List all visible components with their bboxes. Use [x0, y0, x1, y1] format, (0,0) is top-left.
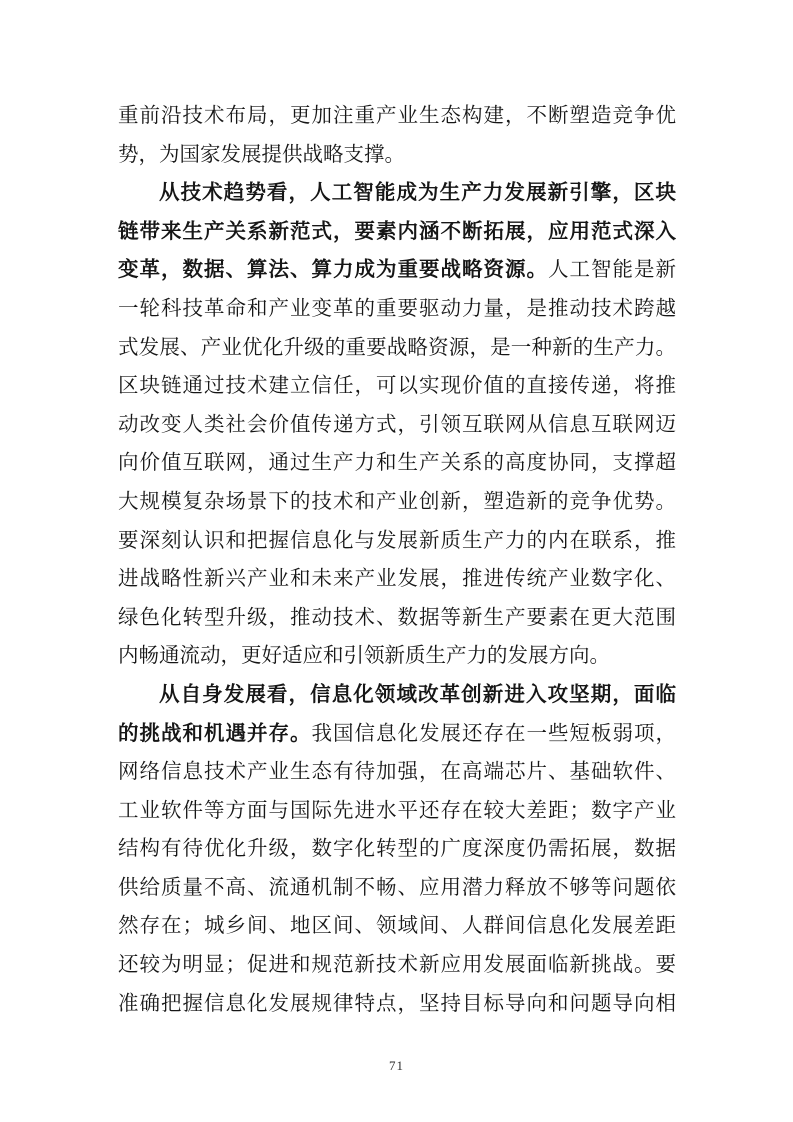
text-segment: 大规模复杂场景下的技术和产业创新，塑造新的竞争优势。: [118, 490, 676, 513]
text-segment: 供给质量不高、流通机制不畅、应用潜力释放不够等问题依: [118, 876, 676, 899]
text-segment: 还较为明显；促进和规范新技术新应用发展面临新挑战。要: [118, 954, 676, 977]
text-segment: 势，为国家发展提供战略支撑。: [118, 143, 405, 166]
text-segment: 工业软件等方面与国际先进水平还存在较大差距；数字产业: [118, 799, 676, 822]
text-line: [118, 560, 676, 599]
text-segment: 人工智能是新: [548, 259, 676, 282]
bold-text-segment: 从自身发展看，信息化领域改革创新进入攻坚期，面临: [159, 683, 676, 706]
text-segment: 重前沿技术布局，更加注重产业生态构建，不断塑造竞争优: [118, 105, 676, 127]
text-segment: 进战略性新兴产业和未来产业发展，推进传统产业数字化、: [118, 568, 676, 591]
text-line: [118, 251, 676, 290]
bold-text-segment: 的挑战和机遇并存。: [118, 722, 312, 745]
text-line: [118, 753, 676, 792]
text-line: [118, 367, 676, 406]
text-line: [118, 136, 676, 175]
text-segment: 然存在；城乡间、地区间、领域间、人群间信息化发展差距: [118, 915, 676, 938]
text-line: [118, 946, 676, 985]
text-segment: 内畅通流动，更好适应和引领新质生产力的发展方向。: [118, 645, 610, 668]
text-segment: 网络信息技术产业生态有待加强，在高端芯片、基础软件、: [118, 761, 676, 784]
text-segment: 我国信息化发展还存在一些短板弱项，: [311, 722, 676, 745]
text-segment: 绿色化转型升级，推动技术、数据等新生产要素在更大范围: [118, 606, 676, 629]
document-body-text: [118, 97, 676, 1023]
text-segment: 式发展、产业优化升级的重要战略资源，是一种新的生产力。: [118, 336, 676, 359]
text-line: [118, 522, 676, 561]
text-segment: 一轮科技革命和产业变革的重要驱动力量，是推动技术跨越: [118, 297, 676, 320]
text-segment: 结构有待优化升级，数字化转型的广度深度仍需拓展，数据: [118, 838, 676, 861]
bold-text-segment: 从技术趋势看，人工智能成为生产力发展新引擎，区块: [159, 182, 676, 205]
text-line: [118, 406, 676, 445]
bold-text-segment: 变革，数据、算法、算力成为重要战略资源。: [118, 259, 548, 282]
text-line: [118, 174, 676, 213]
text-line: [118, 483, 676, 522]
text-line: [118, 792, 676, 831]
text-line: [118, 715, 676, 754]
text-segment: 要深刻认识和把握信息化与发展新质生产力的内在联系，推: [118, 529, 676, 552]
text-line: [118, 637, 676, 676]
text-line: [118, 97, 676, 136]
text-line: [118, 213, 676, 252]
text-segment: 向价值互联网，通过生产力和生产关系的高度协同，支撑超: [118, 452, 676, 475]
text-segment: 准确把握信息化发展规律特点，坚持目标导向和问题导向相: [118, 992, 676, 1015]
text-segment: 区块链通过技术建立信任，可以实现价值的直接传递，将推: [118, 375, 676, 398]
text-line: [118, 869, 676, 908]
text-line: [118, 985, 676, 1024]
page-footer: [0, 1058, 793, 1074]
text-line: [118, 676, 676, 715]
text-line: [118, 290, 676, 329]
text-line: [118, 907, 676, 946]
bold-text-segment: 链带来生产关系新范式，要素内涵不断拓展，应用范式深入: [118, 220, 676, 243]
text-line: [118, 444, 676, 483]
page-number: 71: [389, 1058, 404, 1073]
text-line: [118, 830, 676, 869]
text-line: [118, 599, 676, 638]
text-segment: 动改变人类社会价值传递方式，引领互联网从信息互联网迈: [118, 413, 676, 436]
text-line: [118, 329, 676, 368]
